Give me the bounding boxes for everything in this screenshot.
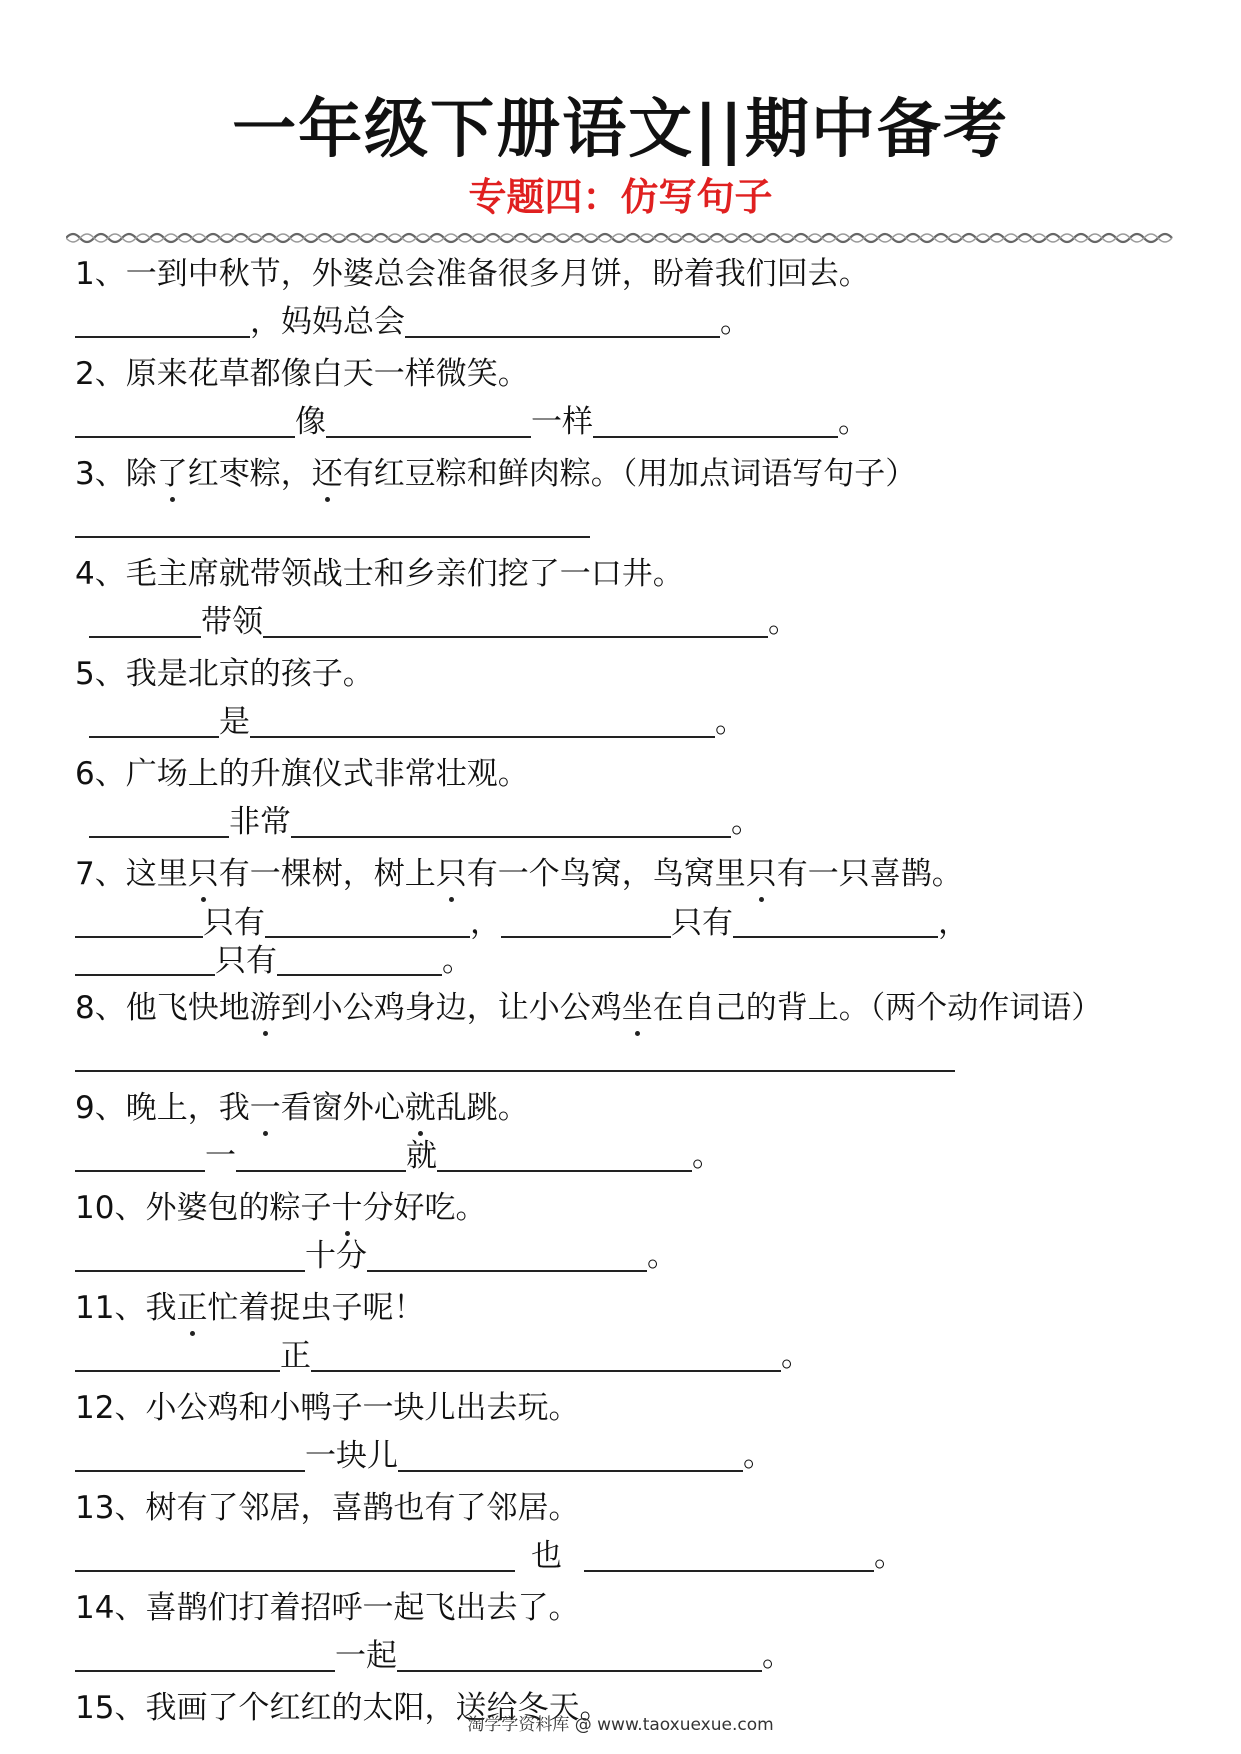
footer-watermark: 淘学学资料库 @ www.taoxuexue.com bbox=[467, 1715, 774, 1735]
worksheet-subtitle: 专题四：仿写句子 bbox=[468, 175, 773, 219]
answer-line-1: ，妈妈总会 。 bbox=[75, 298, 1175, 346]
answer-line-5: 是 。 bbox=[75, 698, 1175, 746]
question-list bbox=[75, 250, 1175, 1732]
answer-blank[interactable] bbox=[89, 602, 201, 638]
question-8: 8、他飞快地游到小公鸡身边，让小公鸡坐在自己的背上。（两个动作词语） bbox=[75, 984, 1175, 1032]
answer-blank[interactable] bbox=[75, 1336, 280, 1372]
answer-blank[interactable] bbox=[75, 302, 250, 338]
question-4: 4、毛主席就带领战士和乡亲们挖了一口井。 bbox=[75, 556, 684, 592]
answer-blank[interactable] bbox=[733, 908, 938, 938]
answer-line-7a: 只有 ， 只有 ， bbox=[75, 904, 1175, 942]
answer-blank[interactable] bbox=[75, 502, 590, 538]
decorative-divider bbox=[66, 230, 1176, 246]
question-1: 1、一到中秋节，外婆总会准备很多月饼，盼着我们回去。 bbox=[75, 256, 870, 292]
question-11: 11、我正忙着捉虫子呢！ bbox=[75, 1284, 1175, 1332]
answer-blank[interactable] bbox=[405, 302, 720, 338]
question-14: 14、喜鹊们打着招呼一起飞出去了。 bbox=[75, 1590, 580, 1626]
question-9: 9、晚上，我一看窗外心就乱跳。 bbox=[75, 1084, 1175, 1132]
answer-blank[interactable] bbox=[397, 1636, 762, 1672]
question-13: 13、树有了邻居，喜鹊也有了邻居。 bbox=[75, 1490, 580, 1526]
emphasis-dot-char: 只 bbox=[746, 850, 777, 898]
answer-line-13: 也 。 bbox=[75, 1532, 1175, 1580]
question-3: 3、除了红枣粽，还有红豆粽和鲜肉粽。（用加点词语写句子） bbox=[75, 450, 1175, 498]
emphasis-dot-char: 正 bbox=[176, 1284, 207, 1332]
answer-blank[interactable] bbox=[75, 908, 203, 938]
answer-blank[interactable] bbox=[311, 1336, 781, 1372]
worksheet-title: 一年级下册语文||期中备考 bbox=[232, 93, 1009, 167]
answer-line-2: 像 一样 。 bbox=[75, 398, 1175, 446]
answer-line-8 bbox=[75, 1032, 1175, 1080]
answer-blank[interactable] bbox=[263, 602, 768, 638]
answer-line-7b: 只有 。 bbox=[75, 942, 1175, 980]
answer-blank[interactable] bbox=[584, 1536, 874, 1572]
answer-blank[interactable] bbox=[265, 908, 470, 938]
answer-line-9: 一 就 。 bbox=[75, 1132, 1175, 1180]
answer-line-14: 一起 。 bbox=[75, 1632, 1175, 1680]
emphasis-dot-char: 只 bbox=[436, 850, 467, 898]
answer-blank[interactable] bbox=[75, 1036, 955, 1072]
answer-blank[interactable] bbox=[593, 402, 838, 438]
question-6: 6、广场上的升旗仪式非常壮观。 bbox=[75, 756, 529, 792]
answer-blank[interactable] bbox=[367, 1236, 647, 1272]
answer-line-11: 正 。 bbox=[75, 1332, 1175, 1380]
emphasis-dot-char: 了 bbox=[157, 450, 188, 498]
answer-blank[interactable] bbox=[75, 1636, 335, 1672]
question-5: 5、我是北京的孩子。 bbox=[75, 656, 374, 692]
answer-line-4: 带领 。 bbox=[75, 598, 1175, 646]
question-15: 15、我画了个红红的太阳，送给冬天。 bbox=[75, 1690, 611, 1726]
answer-blank[interactable] bbox=[236, 1136, 406, 1172]
emphasis-dot-char: 坐 bbox=[622, 984, 653, 1032]
answer-blank[interactable] bbox=[291, 802, 731, 838]
emphasis-dot-char: 只 bbox=[188, 850, 219, 898]
emphasis-dot-char: 一 bbox=[250, 1084, 281, 1132]
answer-blank[interactable] bbox=[75, 1136, 205, 1172]
answer-blank[interactable] bbox=[89, 802, 229, 838]
emphasis-dot-char: 还 bbox=[312, 450, 343, 498]
answer-line-12: 一块儿 。 bbox=[75, 1432, 1175, 1480]
answer-blank[interactable] bbox=[250, 702, 715, 738]
answer-blank[interactable] bbox=[326, 402, 531, 438]
question-2: 2、原来花草都像白天一样微笑。 bbox=[75, 356, 529, 392]
answer-blank[interactable] bbox=[75, 1536, 515, 1572]
question-12: 12、小公鸡和小鸭子一块儿出去玩。 bbox=[75, 1390, 580, 1426]
question-10: 10、外婆包的粽子十分好吃。 bbox=[75, 1184, 1175, 1232]
answer-blank[interactable] bbox=[501, 908, 671, 938]
answer-blank[interactable] bbox=[75, 402, 295, 438]
answer-blank[interactable] bbox=[277, 946, 442, 976]
answer-line-10: 十分 。 bbox=[75, 1232, 1175, 1280]
emphasis-dot-char: 就 bbox=[405, 1084, 436, 1132]
answer-blank[interactable] bbox=[75, 1436, 305, 1472]
emphasis-dot-char: 游 bbox=[250, 984, 281, 1032]
answer-blank[interactable] bbox=[75, 946, 215, 976]
answer-line-3 bbox=[75, 498, 1175, 546]
answer-blank[interactable] bbox=[437, 1136, 692, 1172]
answer-blank[interactable] bbox=[89, 702, 219, 738]
emphasis-dot-char: 十 bbox=[331, 1184, 362, 1232]
answer-blank[interactable] bbox=[398, 1436, 743, 1472]
answer-line-6: 非常 。 bbox=[75, 798, 1175, 846]
question-7: 7、这里只有一棵树，树上只有一个鸟窝，鸟窝里只有一只喜鹊。 bbox=[75, 850, 1175, 898]
answer-blank[interactable] bbox=[75, 1236, 305, 1272]
